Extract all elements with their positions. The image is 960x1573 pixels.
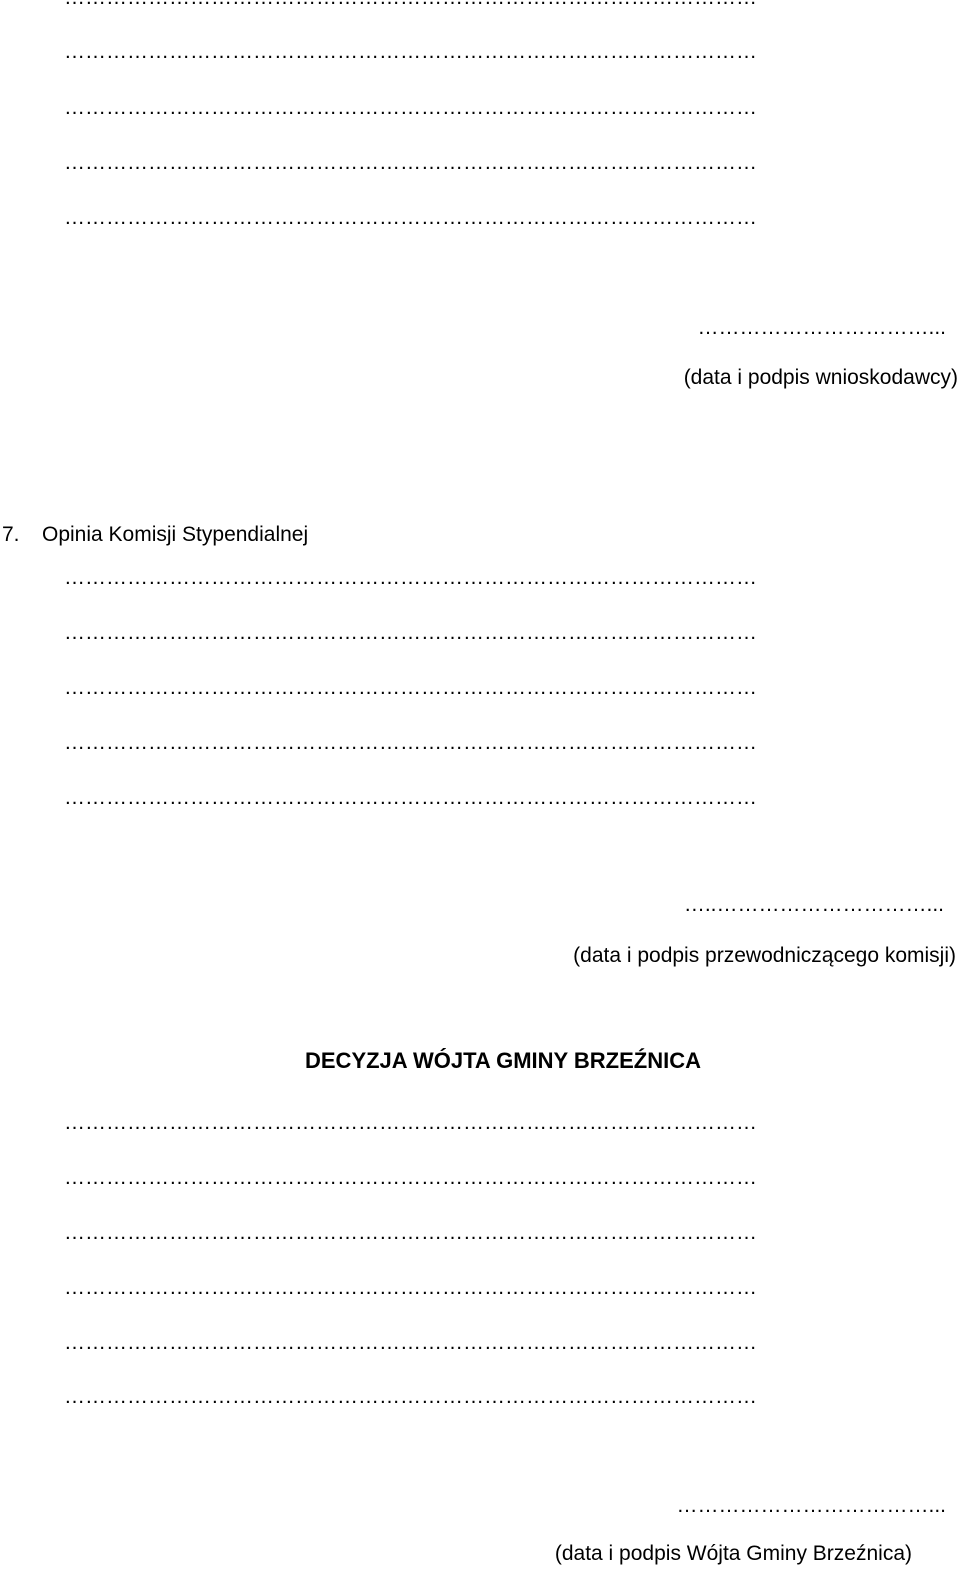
dotted-line: ……………………………………………………………………………………… [64, 1221, 757, 1244]
commission-signature-caption: (data i podpis przewodniczącego komisji) [573, 944, 956, 967]
dotted-line: ……………………………………………………………………………………… [64, 676, 757, 699]
dotted-line [64, 0, 944, 10]
dotted-line: ……………………………………………………………………………………… [64, 731, 757, 754]
dotted-line: ……………………………………………………………………………………… [64, 1166, 757, 1189]
dotted-line: ……………………………………………………………………………………… [64, 1276, 757, 1299]
dotted-line: ……………………………………………………………………………………… [64, 96, 757, 119]
wojt-signature-line: ………………………………... [676, 1494, 946, 1517]
dotted-line: ……………………………………………………………………………………… [64, 1111, 757, 1134]
commission-signature-line: …..…………………………... [683, 893, 944, 916]
section-number: 7. [2, 523, 20, 546]
dotted-line: ……………………………………………………………………………………… [64, 1385, 757, 1408]
wojt-signature-caption: (data i podpis Wójta Gminy Brzeźnica) [554, 1542, 912, 1565]
section-title: Opinia Komisji Stypendialnej [42, 523, 309, 546]
dotted-line: ……………………………………………………………………………………… [64, 566, 757, 589]
applicant-signature-line: ……………………………... [697, 316, 946, 339]
dotted-line: ……………………………………………………………………………………… [64, 151, 757, 174]
dotted-line: ……………………………………………………………………………………… [64, 621, 757, 644]
decision-heading: DECYZJA WÓJTA GMINY BRZEŹNICA [305, 1048, 702, 1073]
dotted-line: ……………………………………………………………………………………… [64, 1331, 757, 1354]
dotted-line: ……………………………………………………………………………………… [64, 206, 757, 229]
dotted-line: ……………………………………………………………………………………… [64, 786, 757, 809]
dotted-line: ……………………………………………………………………………………… [64, 40, 757, 63]
applicant-signature-caption: (data i podpis wnioskodawcy) [683, 366, 958, 389]
